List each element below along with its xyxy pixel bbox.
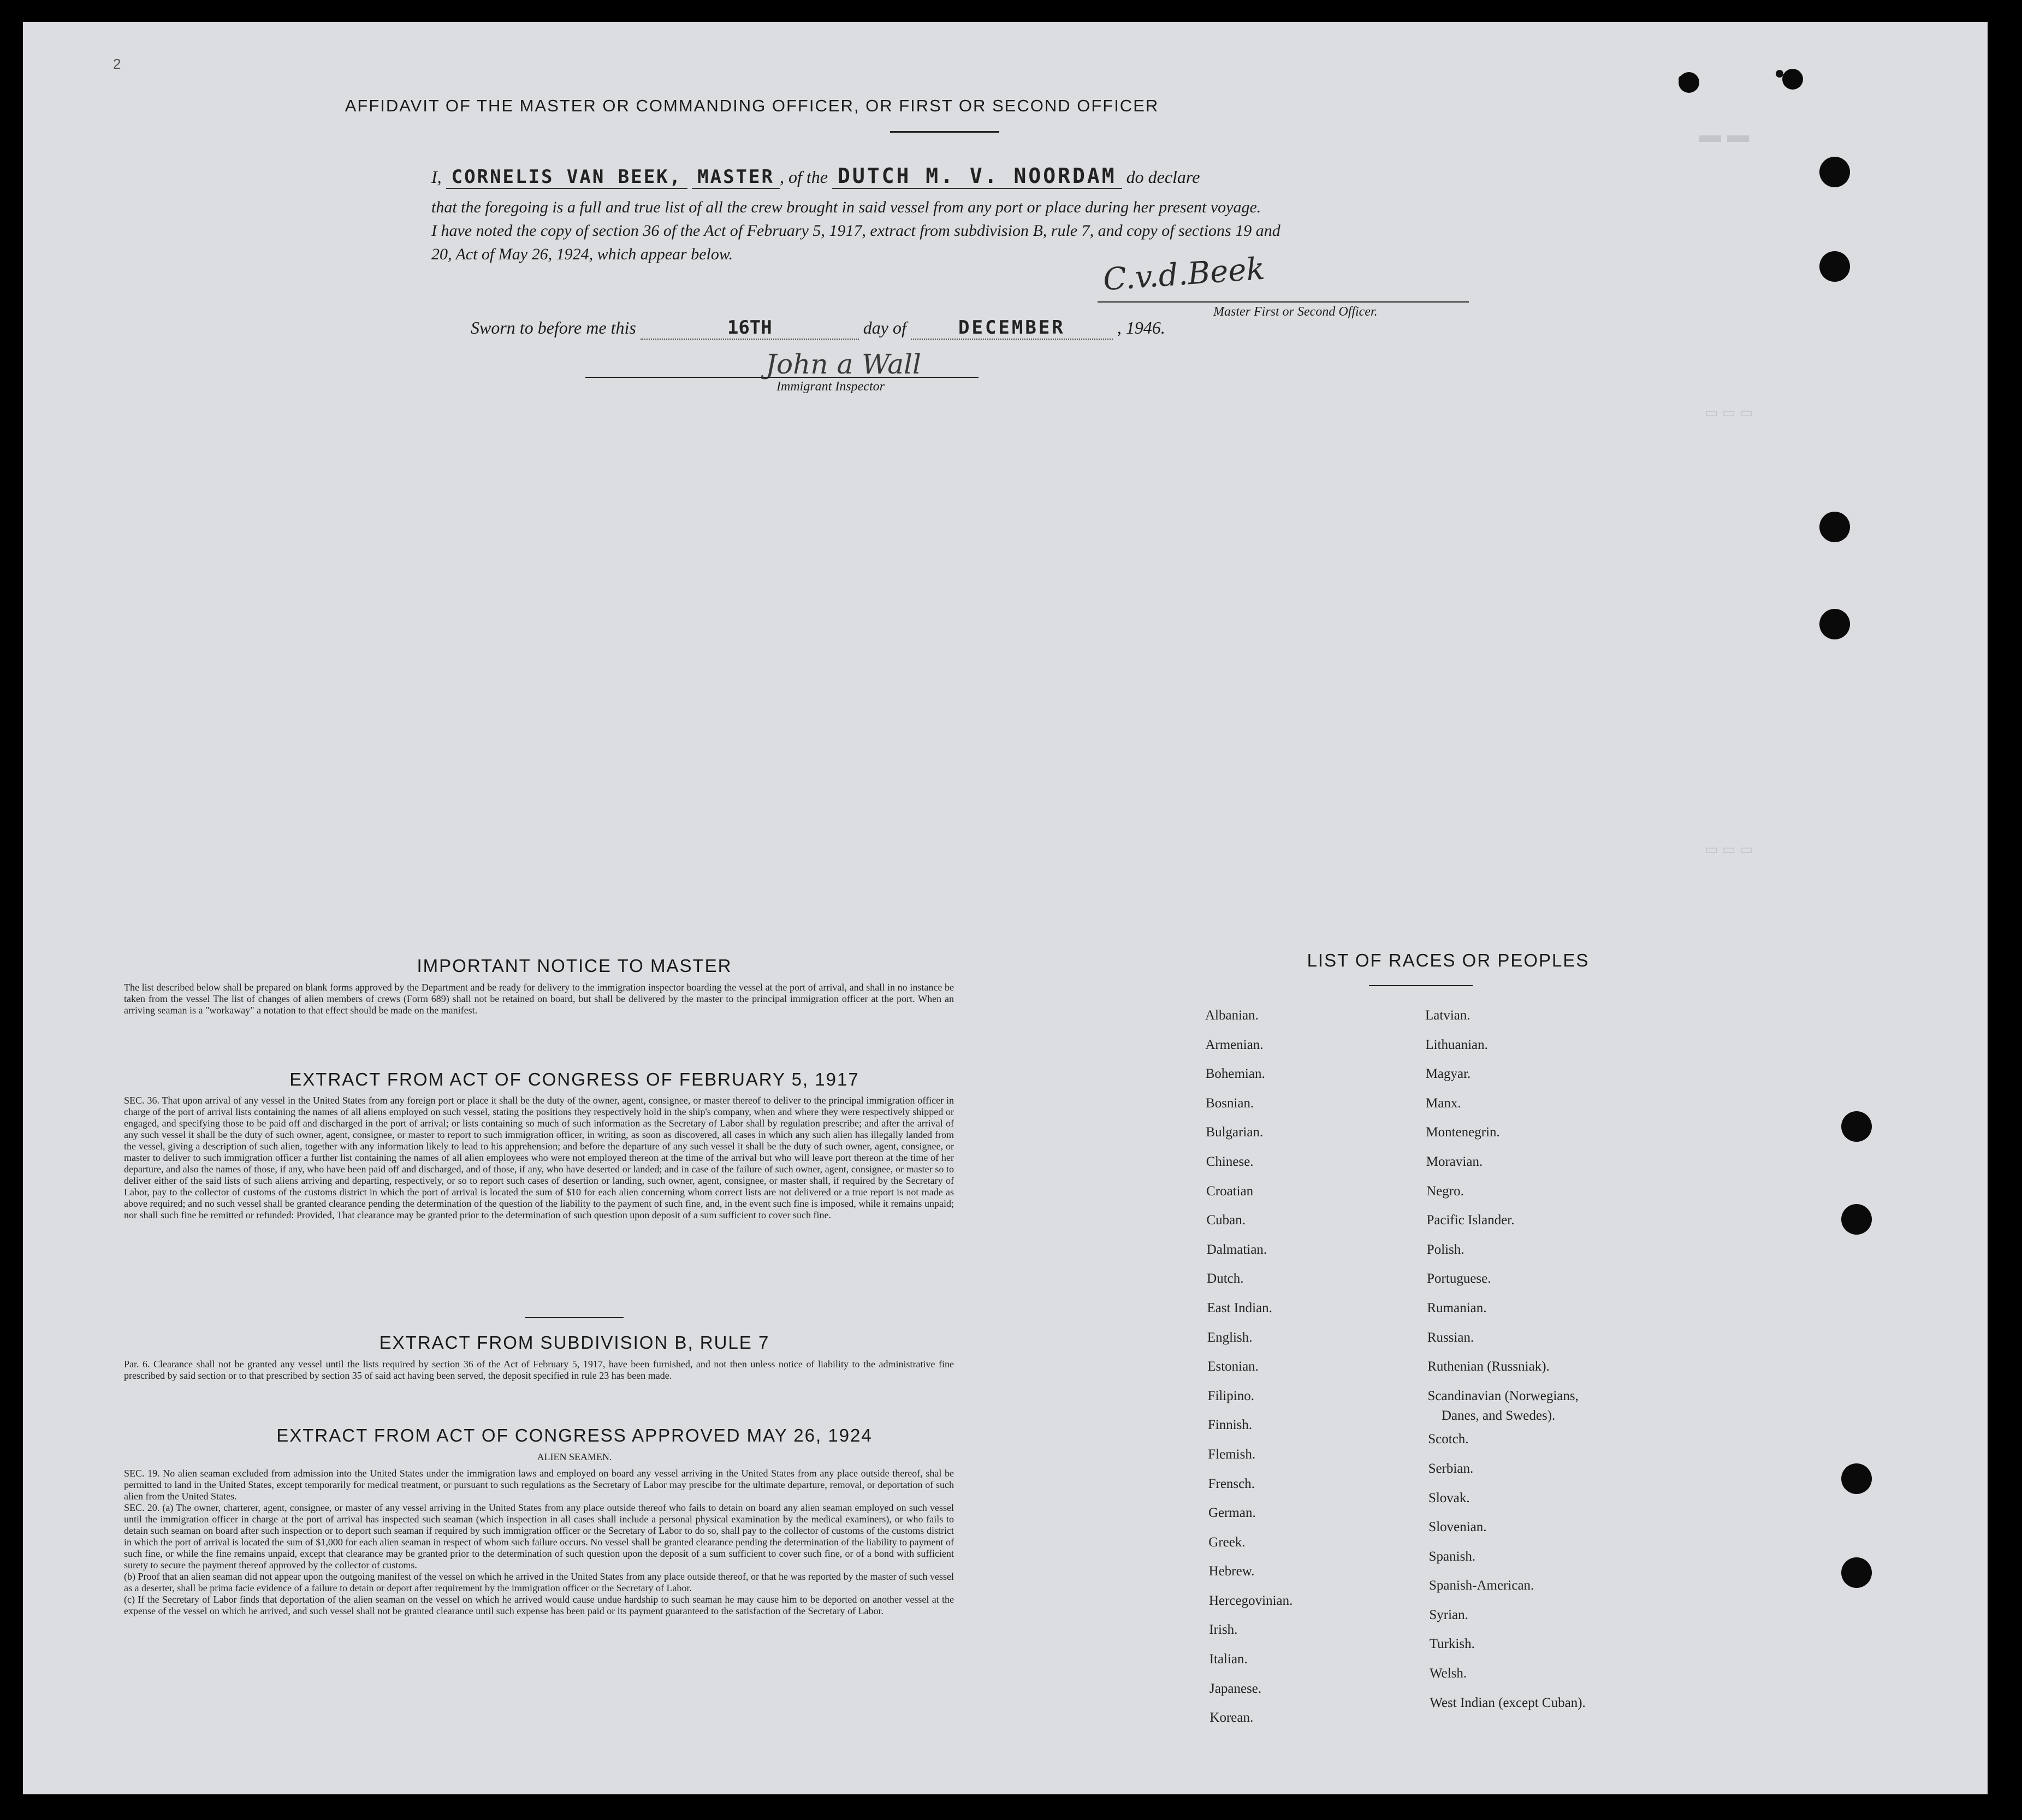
binder-hole — [1841, 1111, 1872, 1142]
race-item: Estonian. — [1207, 1359, 1259, 1374]
ink-blot — [1782, 69, 1803, 90]
bleed-through-mark: ▬ ▬ — [1699, 123, 1750, 147]
sec20a-text: SEC. 20. (a) The owner, charterer, agent, consignee, or master of any vessel arriving in the United States from any place outside thereof who fails to detain on board any alien seaman employed on such vessel until the immigration officer in charge at the port of arrival has inspected such seaman (which inspection in all cases shall include a personal physical examination by the medical examiners), or who fails to detain such seaman on board after such inspection or to deport such seaman if required by such immigration officer or the Secretary of Labor to do so, shall pay to the collector of customs of the customs district in which the port of arrival is located the sum of $1,000 for each alien seaman in respect of whom such failure occurs. No vessel shall be granted clearance pending the determination of the liability to payment of such fine, or while the fine remains unpaid, except that clearance may be granted prior to the determination of such question upon the deposit of a sum sufficient to cover such fine, or of a bond with sufficient surety to secure the payment thereof approved by the collector of customs. — [124, 1502, 954, 1570]
affidavit-intro-line — [431, 164, 1200, 188]
race-item: Chinese. — [1206, 1154, 1254, 1169]
race-item: Dalmatian. — [1206, 1242, 1267, 1257]
race-item: Japanese. — [1209, 1681, 1262, 1696]
affidavit-title: AFFIDAVIT OF THE MASTER OR COMMANDING OFFICER, OR FIRST OR SECOND OFFICER — [345, 96, 1159, 115]
race-item: Cuban. — [1206, 1213, 1246, 1228]
affidavit-i: I, — [431, 167, 442, 187]
race-item: East Indian. — [1207, 1300, 1272, 1315]
binder-hole — [1841, 1463, 1872, 1494]
affidavit-body — [431, 195, 1502, 266]
race-item: Scandinavian (Norwegians, — [1427, 1388, 1579, 1403]
race-item: Irish. — [1209, 1622, 1238, 1638]
race-item: Slovenian. — [1428, 1520, 1487, 1535]
race-item: Syrian. — [1429, 1607, 1468, 1622]
bleed-through-mark: ▭ ▭ ▭ — [1705, 404, 1753, 420]
sec20c-text: (c) If the Secretary of Labor finds that deportation of the alien seaman on the vessel on which he arrived would cause undue hardship to such seaman he may cause him to be deported on another vessel at the expense of the vessel on which he arrived, and such vessel shall not be granted clearance until such expense has been paid or its payment guaranteed to the satisfaction of the Secretary of Labor. — [124, 1594, 954, 1616]
race-item: Albanian. — [1205, 1008, 1259, 1023]
race-item: Greek. — [1208, 1534, 1246, 1550]
affidavit-body-line: that the foregoing is a full and true list of all the crew brought in said vessel from any port or place during her present voyage. — [431, 198, 1261, 216]
race-item: Flemish. — [1208, 1446, 1256, 1462]
race-item: Serbian. — [1428, 1461, 1474, 1476]
title-underline — [890, 131, 999, 133]
race-item: Finnish. — [1207, 1418, 1253, 1433]
race-item: Spanish-American. — [1429, 1578, 1534, 1593]
race-item: Italian. — [1209, 1652, 1248, 1667]
races-title: LIST OF RACES OR PEOPLES — [1307, 950, 1590, 970]
race-item: Korean. — [1209, 1710, 1254, 1726]
race-item: Bulgarian. — [1206, 1125, 1264, 1140]
race-item: Turkish. — [1429, 1637, 1475, 1652]
race-item: Ruthenian (Russniak). — [1427, 1359, 1550, 1374]
vessel-name: DUTCH M. V. NOORDAM — [832, 164, 1122, 189]
races-column-2 — [1425, 1001, 1709, 1717]
race-item: Negro. — [1426, 1183, 1464, 1199]
ink-blot — [1679, 72, 1699, 93]
race-item: Spanish. — [1428, 1549, 1476, 1564]
extract-1924-body — [124, 1468, 954, 1617]
race-item: West Indian (except Cuban). — [1430, 1695, 1586, 1710]
extract-1917-title: EXTRACT FROM ACT OF CONGRESS OF FEBRUARY 5, 1917 — [289, 1069, 859, 1089]
master-rank: MASTER — [692, 166, 780, 189]
race-item: Slovak. — [1428, 1490, 1470, 1505]
races-column-1 — [1205, 1001, 1434, 1733]
race-item: Russian. — [1427, 1330, 1474, 1345]
affidavit-body-line: 20, Act of May 26, 1924, which appear below. — [431, 245, 733, 263]
race-item: Croatian — [1206, 1183, 1254, 1199]
affidavit-body-line: I have noted the copy of section 36 of the Act of February 5, 1917, extract from subdivision B, rule 7, and copy of sections 19 and — [431, 222, 1280, 240]
race-item: Frensch. — [1208, 1476, 1255, 1491]
sworn-line — [471, 317, 1165, 340]
races-title-underline — [1369, 985, 1473, 986]
sworn-label: Sworn to before me this — [471, 318, 636, 337]
sworn-year: , 1946. — [1117, 318, 1165, 337]
declare-label: do declare — [1126, 167, 1200, 187]
race-item: Bosnian. — [1206, 1095, 1254, 1111]
sec19-text: SEC. 19. No alien seaman excluded from admission into the United States under the immigration laws and employed on board any vessel arriving in the United States from any place outside thereof, shal be permitted to land in the United States, except temporarily for medical treatment, or pursuant to such regulations as the Secretary of Labor may prescibe for the ultimate departure, removal, or deportation of such alien from the United States. — [124, 1468, 954, 1502]
sworn-month: DECEMBER — [911, 317, 1113, 340]
race-item: Welsh. — [1430, 1666, 1467, 1681]
sec20b-text: (b) Proof that an alien seaman did not appear upon the outgoing manifest of the vessel on which he arrived in the United States from any place outside thereof, or that he was reported by the master of such vessel as a deserter, shall be prima facie evidence of a failure to detain or deport after requirement by the immigration officer or the Secretary of Labor. — [124, 1571, 954, 1593]
race-item: Bohemian. — [1205, 1066, 1265, 1082]
inspector-signature: John a Wall — [766, 348, 921, 380]
master-name: CORNELIS VAN BEEK, — [446, 166, 687, 189]
race-item: Hercegovinian. — [1209, 1593, 1293, 1608]
section-divider — [525, 1317, 624, 1318]
inspector-caption: Immigrant Inspector — [776, 380, 885, 394]
race-item: Rumanian. — [1427, 1300, 1487, 1315]
race-item: English. — [1207, 1330, 1253, 1345]
race-item: German. — [1208, 1505, 1256, 1521]
notice-title: IMPORTANT NOTICE TO MASTER — [417, 956, 732, 976]
binder-hole — [1841, 1557, 1872, 1588]
race-item: Polish. — [1426, 1242, 1464, 1257]
race-item: Manx. — [1426, 1095, 1461, 1111]
bleed-through-mark: ▭ ▭ ▭ — [1705, 841, 1753, 857]
rule7-text: Par. 6. Clearance shall not be granted any vessel until the lists required by section 36 of the Act of February 5, 1917, have been furnished, and not then unless notice of liability to the administrative fine prescribed by said section or to that prescribed by section 35 of said act having been served, the deposit specified in rule 23 has been made. — [124, 1359, 954, 1381]
alien-seamen-subtitle: ALIEN SEAMEN. — [537, 1451, 612, 1462]
race-item: Armenian. — [1205, 1037, 1264, 1052]
binder-hole — [1819, 251, 1850, 282]
race-item: Montenegrin. — [1426, 1125, 1500, 1140]
race-item: Danes, and Swedes). — [1442, 1408, 1556, 1424]
race-item: Moravian. — [1426, 1154, 1483, 1169]
master-caption: Master First or Second Officer. — [1213, 305, 1378, 319]
race-item: Pacific Islander. — [1426, 1213, 1515, 1228]
rule7-title: EXTRACT FROM SUBDIVISION B, RULE 7 — [379, 1332, 770, 1353]
day-of-label: day of — [863, 318, 906, 337]
binder-hole — [1819, 157, 1850, 187]
sworn-day: 16TH — [641, 317, 859, 340]
page-corner-mark: 2 — [113, 56, 121, 72]
extract-1917-text: SEC. 36. That upon arrival of any vessel in the United States from any foreign port or place it shall be the duty of the owner, agent, consignee, or master thereof to deliver to the principal immigration officer in charge of the port of arrival lists containing the names of all aliens employed on such vessel, stating the positions they respectively hold in the ship's company, when and where they were respectively shipped or engaged, and specifying those to be paid off and discharged in the port of arrival; or lists containing so much of such information as the Secretary of Labor shall by regulation prescribe; and after the arrival of any such vessel it shall be the duty of such owner, agent, consignee, or master to report to such immigration officer, in writing, as soon as discovered, all cases in which any such alien has illegally landed from the vessel, giving a description of such alien, together with any information likely to lead to his apprehension; and before the departure of any such vessel it shall be the duty of such owner, agent, consignee, or master to deliver to such immigration officer a further list containing the names of all alien employees who were not employed thereon at the time of the arrival but who will leave port thereon at the time of her departure, and also the names of those, if any, who have been paid off and discharged, and of those, if any, who have deserted or landed; and in case of the failure of such owner, agent, consignee, or master so to deliver either of the said lists of such aliens arriving and departing, respectively, or so to report such cases of desertion or landing, such owner, agent, consignee, or master shall, if required by the Secretary of Labor, pay to the collector of customs of the customs district in which the port of arrival is located the sum of $10 for each alien concerning whom correct lists are not delivered or a true report is not made as above required; and no such vessel shall be granted clearance pending the determination of the question of the liability to the payment of such fine, and, in the event such fine is imposed, while it remains unpaid; nor shall such fine be remitted or refunded: Provided, That clearance may be granted prior to the determination of such question upon deposit of a sum sufficient to cover such fine. — [124, 1095, 954, 1220]
master-signature: C.v.d.Beek — [1102, 251, 1266, 298]
race-item: Hebrew. — [1208, 1564, 1255, 1579]
race-item: Scotch. — [1428, 1432, 1469, 1447]
race-item: Lithuanian. — [1425, 1037, 1488, 1052]
race-item: Dutch. — [1207, 1271, 1244, 1287]
notice-text: The list described below shall be prepared on blank forms approved by the Department and be ready for delivery to the immigration inspector boarding the vessel at the port of arrival, and shall in no instance be taken from the vessel The list of changes of alien members of crews (Form 689) shall not be retained on board, but shall be delivered by the master to the principal immigration officer at the port. When an arriving seaman is a "workaway" a notation to that effect should be made on the manifest. — [124, 982, 954, 1016]
race-item: Portuguese. — [1427, 1271, 1491, 1287]
binder-hole — [1841, 1204, 1872, 1235]
race-item: Latvian. — [1425, 1008, 1470, 1023]
race-item: Magyar. — [1425, 1066, 1471, 1082]
inspector-line — [585, 377, 979, 378]
binder-hole — [1819, 512, 1850, 542]
binder-hole — [1819, 609, 1850, 639]
document-page — [23, 22, 1988, 1794]
signature-line — [1098, 301, 1469, 303]
extract-1924-title: EXTRACT FROM ACT OF CONGRESS APPROVED MAY 26, 1924 — [276, 1425, 873, 1445]
race-item: Filipino. — [1207, 1388, 1254, 1403]
of-the-label: , of the — [779, 167, 828, 187]
